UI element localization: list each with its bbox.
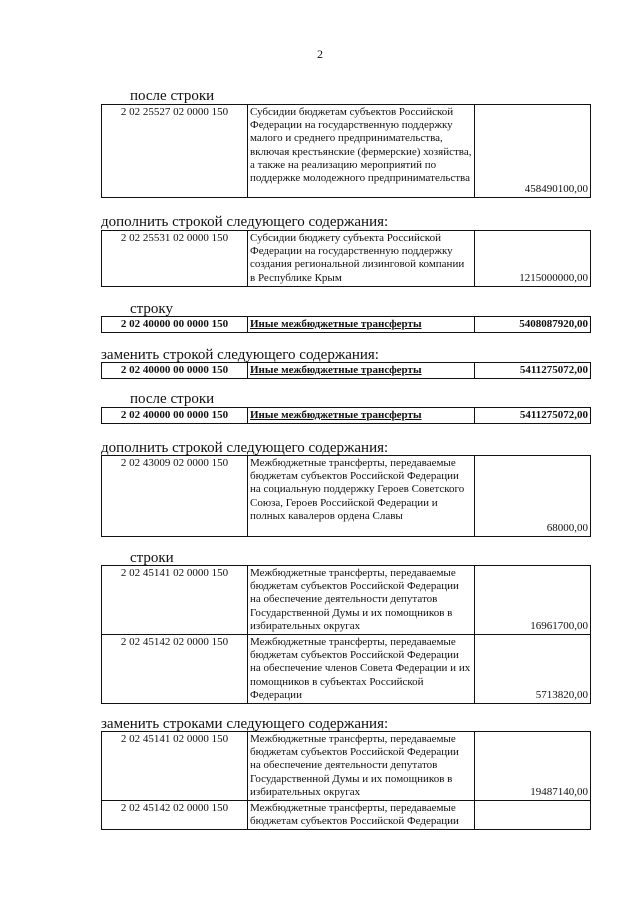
- budget-code: 2 02 25527 02 0000 150: [102, 105, 248, 198]
- revenue-name: Межбюджетные трансферты, передаваемые бюджетам субъектов Российской Федерации на социальную поддержку Героев Советского Союза, Героев Российской Федерации и полных кавалеров ордена Славы: [248, 456, 475, 537]
- section-heading: заменить строкой следующего содержания:: [101, 347, 379, 363]
- budget-code: 2 02 45142 02 0000 150: [102, 801, 248, 830]
- revenue-name: Иные межбюджетные трансферты: [248, 363, 475, 379]
- page-number: 2: [317, 47, 323, 61]
- amount: 68000,00: [475, 456, 591, 537]
- revenue-name: Межбюджетные трансферты, передаваемые бюджетам субъектов Российской Федерации на обеспечение деятельности депутатов Государственной Думы и их помощников в избирательных округах: [248, 566, 475, 635]
- budget-code: 2 02 45142 02 0000 150: [102, 635, 248, 704]
- amendment-table: [101, 565, 591, 704]
- section-heading: дополнить строкой следующего содержания:: [101, 214, 389, 230]
- amount: 1215000000,00: [475, 231, 591, 287]
- table-row: [102, 408, 591, 424]
- amendment-table: [101, 316, 591, 333]
- amount: 5408087920,00: [475, 317, 591, 333]
- section-heading: после строки: [130, 391, 215, 407]
- section-heading: дополнить строкой следующего содержания:: [101, 440, 389, 456]
- table-row: [102, 317, 591, 333]
- table-row: [102, 732, 591, 801]
- table-row: [102, 566, 591, 635]
- amount: 16961700,00: [475, 566, 591, 635]
- budget-code: 2 02 45141 02 0000 150: [102, 732, 248, 801]
- amendment-table: [101, 362, 591, 379]
- amount: 458490100,00: [475, 105, 591, 198]
- amount: [475, 801, 591, 830]
- revenue-name: Субсидии бюджетам субъектов Российской Федерации на государственную поддержку малого и среднего предпринимательства, включая крестьянские (фермерские) хозяйства, а также на реализацию мероприятий по поддержке молодежного предпринимательства: [248, 105, 475, 198]
- amendment-table: [101, 455, 591, 537]
- section-heading: строку: [130, 301, 173, 317]
- revenue-name: Иные межбюджетные трансферты: [248, 408, 475, 424]
- table-row: [102, 105, 591, 198]
- revenue-name: Межбюджетные трансферты, передаваемые бюджетам субъектов Российской Федерации на обеспечение членов Совета Федерации и их помощников в субъектах Российской Федерации: [248, 635, 475, 704]
- amendment-table: [101, 731, 591, 830]
- amendment-table: [101, 407, 591, 424]
- budget-code: 2 02 43009 02 0000 150: [102, 456, 248, 537]
- amount: 19487140,00: [475, 732, 591, 801]
- table-row: [102, 231, 591, 287]
- revenue-name: Межбюджетные трансферты, передаваемые бюджетам субъектов Российской Федерации на обеспечение деятельности депутатов Государственной Думы и их помощников в избирательных округах: [248, 732, 475, 801]
- amendment-table: [101, 230, 591, 287]
- amendment-table: [101, 104, 591, 198]
- amount: 5713820,00: [475, 635, 591, 704]
- revenue-name: Иные межбюджетные трансферты: [248, 317, 475, 333]
- table-row: [102, 801, 591, 830]
- budget-code: 2 02 25531 02 0000 150: [102, 231, 248, 287]
- section-heading: заменить строками следующего содержания:: [101, 716, 389, 732]
- table-row: [102, 363, 591, 379]
- budget-code: 2 02 40000 00 0000 150: [102, 408, 248, 424]
- table-row: [102, 635, 591, 704]
- revenue-name: Межбюджетные трансферты, передаваемые бюджетам субъектов Российской Федерации: [248, 801, 475, 830]
- section-heading: после строки: [130, 88, 215, 104]
- amount: 5411275072,00: [475, 408, 591, 424]
- table-row: [102, 456, 591, 537]
- revenue-name: Субсидии бюджету субъекта Российской Федерации на государственную поддержку создания региональной лизинговой компании в Республике Крым: [248, 231, 475, 287]
- amount: 5411275072,00: [475, 363, 591, 379]
- budget-code: 2 02 40000 00 0000 150: [102, 317, 248, 333]
- section-heading: строки: [130, 550, 174, 566]
- budget-code: 2 02 40000 00 0000 150: [102, 363, 248, 379]
- budget-code: 2 02 45141 02 0000 150: [102, 566, 248, 635]
